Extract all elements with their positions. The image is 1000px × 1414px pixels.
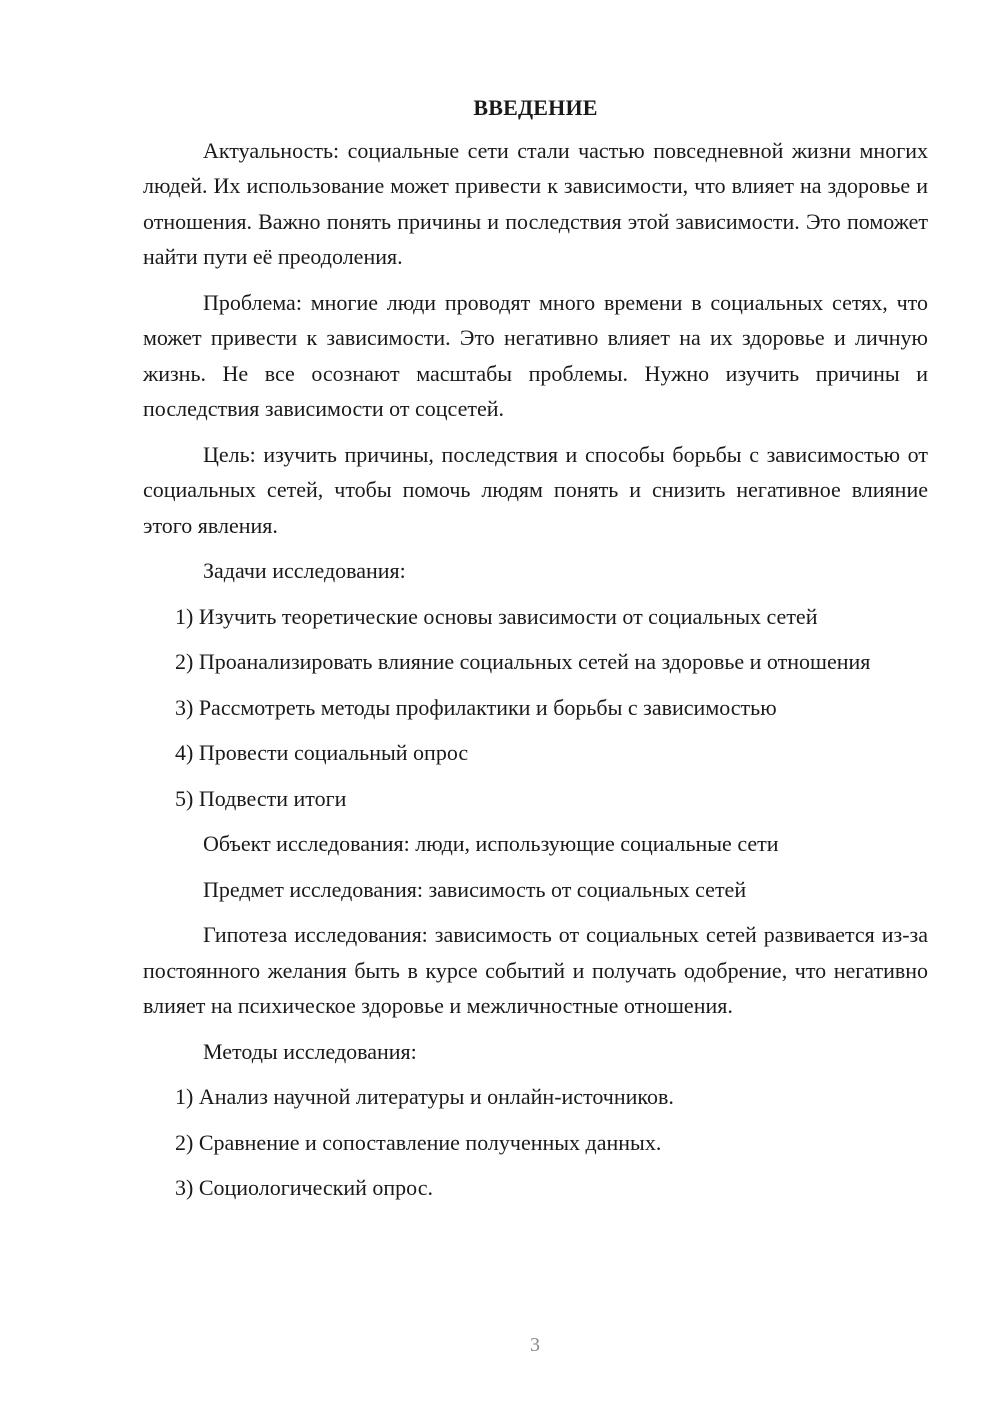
tasks-title: Задачи исследования: [203, 558, 406, 583]
method-item-1: 1) Анализ научной литературы и онлайн-источников. [175, 1084, 674, 1109]
task-item-4: 4) Провести социальный опрос [175, 740, 469, 765]
task-item-3: 3) Рассмотреть методы профилактики и борьбы с зависимостью [175, 694, 777, 720]
task-item-1: 1) Изучить теоретические основы зависимости от социальных сетей [175, 603, 818, 629]
goal-paragraph: Цель: изучить причины, последствия и способы борьбы с зависимостью от социальных сетей, чтобы помочь людям понять и снизить негативное влияние этого явления. [143, 441, 928, 538]
research-object: Объект исследования: люди, использующие социальные сети [203, 831, 779, 856]
method-item-2: 2) Сравнение и сопоставление полученных данных. [175, 1129, 662, 1155]
research-subject: Предмет исследования: зависимость от социальных сетей [203, 876, 747, 902]
research-hypothesis: Гипотеза исследования: зависимость от социальных сетей развивается из-за постоянного желания быть в курсе событий и получать одобрение, что негативно влияет на психическое здоровье и межличностные отношения. [143, 922, 928, 1018]
page-number: 3 [530, 1334, 540, 1356]
page-heading: ВВЕДЕНИЕ [473, 95, 598, 120]
task-item-5: 5) Подвести итоги [175, 785, 347, 811]
task-item-2: 2) Проанализировать влияние социальных сетей на здоровье и отношения [175, 649, 871, 674]
relevance-paragraph: Актуальность: социальные сети стали частью повседневной жизни многих людей. Их использование может привести к зависимости, что влияет на здоровье и отношения. Важно понять причины и последствия этой зависимости. Это поможет найти пути её преодоления. [143, 137, 928, 269]
methods-title: Методы исследования: [203, 1038, 417, 1064]
page-content [143, 90, 928, 1216]
problem-paragraph: Проблема: многие люди проводят много времени в социальных сетях, что может привести к зависимости. Это негативно влияет на их здоровье и личную жизнь. Не все осознают масштабы проблемы. Нужно изучить причины и последствия зависимости от соцсетей. [143, 289, 928, 421]
method-item-3: 3) Социологический опрос. [175, 1175, 433, 1200]
